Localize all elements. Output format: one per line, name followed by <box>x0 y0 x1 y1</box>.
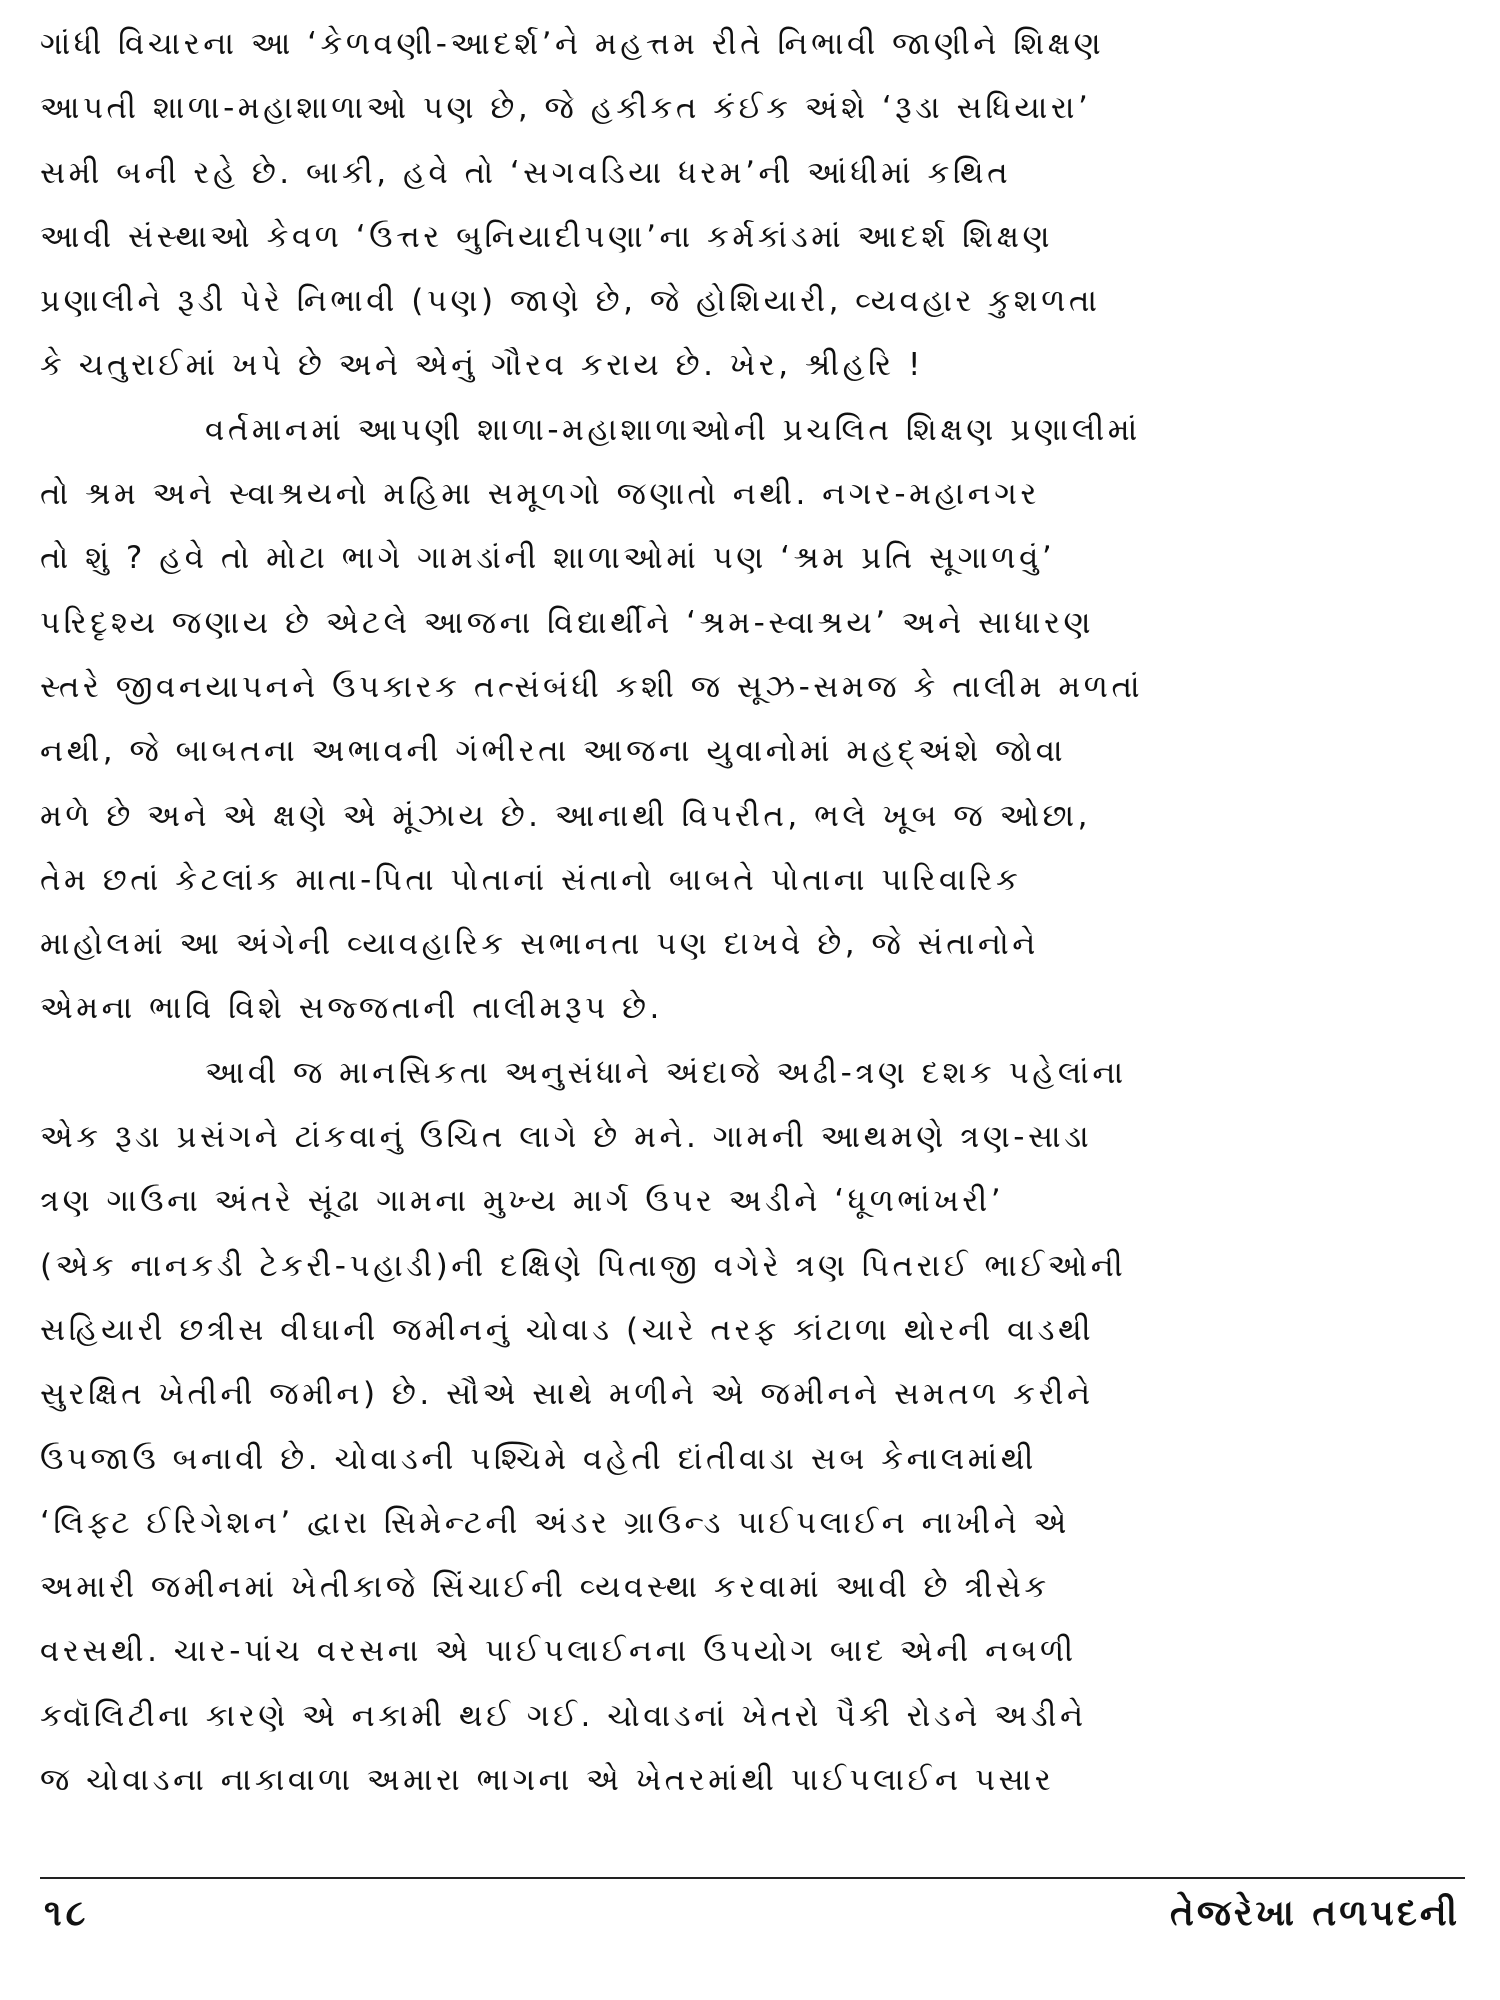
text-line: કે ચતુરાઈમાં ખપે છે અને એનું ગૌરવ કરાય છે. ખેર, શ્રીહરિ ! <box>40 347 924 384</box>
page-number: ૧૮ <box>44 1893 90 1934</box>
text-line: પ્રણાલીને રૂડી પેરે નિભાવી (પણ) જાણે છે, જે હોશિયારી, વ્યવહાર કુશળતા <box>40 283 1101 320</box>
text-line: તો શું ? હવે તો મોટા ભાગે ગામડાંની શાળાઓમાં પણ ‘શ્રમ પ્રતિ સૂગાળવું’ <box>40 540 1056 577</box>
text-line: એમના ભાવિ વિશે સજ્જતાની તાલીમરૂપ છે. <box>40 990 663 1027</box>
text-line: મળે છે અને એ ક્ષણે એ મૂંઝાય છે. આનાથી વિપરીત, ભલે ખૂબ જ ઓછા, <box>40 797 1091 834</box>
text-line: અમારી જમીનમાં ખેતીકાજે સિંચાઈની વ્યવસ્થા કરવામાં આવી છે ત્રીસેક <box>40 1569 1050 1606</box>
text-line: નથી, જે બાબતના અભાવની ગંભીરતા આજના યુવાનોમાં મહદ્અંશે જોવા <box>40 733 1067 770</box>
text-line: ગાંધી વિચારના આ ‘કેળવણી-આદર્શ’ને મહત્તમ રીતે નિભાવી જાણીને શિક્ષણ <box>40 26 1105 62</box>
text-line: તો શ્રમ અને સ્વાશ્રયનો મહિમા સમૂળગો જણાતો નથી. નગર-મહાનગર <box>40 476 1040 513</box>
text-line: તેમ છતાં કેટલાંક માતા-પિતા પોતાનાં સંતાનો બાબતે પોતાના પારિવારિક <box>40 861 1022 898</box>
text-line: સમી બની રહે છે. બાકી, હવે તો ‘સગવડિયા ધરમ’ની આંધીમાં કથિત <box>40 154 1012 191</box>
text-line: સુરક્ષિત ખેતીની જમીન) છે. સૌએ સાથે મળીને એ જમીનને સમતળ કરીને <box>40 1376 1094 1413</box>
text-line: આપતી શાળા-મહાશાળાઓ પણ છે, જે હકીકત કંઈક અંશે ‘રૂડા સધિયારા’ <box>40 90 1092 127</box>
text-line: (એક નાનકડી ટેકરી-પહાડી)ની દક્ષિણે પિતાજી વગેરે ત્રણ પિતરાઈ ભાઈઓની <box>40 1247 1127 1284</box>
text-line: સહિયારી છત્રીસ વીઘાની જમીનનું ચોવાડ (ચારે તરફ કાંટાળા થોરની વાડથી <box>40 1311 1095 1348</box>
text-line: માહોલમાં આ અંગેની વ્યાવહારિક સભાનતા પણ દાખવે છે, જે સંતાનોને <box>40 926 1039 963</box>
text-line: ત્રણ ગાઉના અંતરે સૂંઢા ગામના મુખ્ય માર્ગ ઉપર અડીને ‘ધૂળભાંખરી’ <box>40 1183 1005 1220</box>
text-line: સ્તરે જીવનયાપનને ઉપકારક તત્સંબંધી કશી જ સૂઝ-સમજ કે તાલીમ મળતાં <box>40 668 1144 705</box>
text-line: ક્વૉલિટીના કારણે એ નકામી થઈ ગઈ. ચોવાડનાં ખેતરો પૈકી રોડને અડીને <box>40 1697 1087 1734</box>
text-line: આવી જ માનસિકતા અનુસંધાને અંદાજે અઢી-ત્રણ દશક પહેલાંના <box>205 1054 1127 1091</box>
text-line: ‘લિફ્ટ ઈરિગેશન’ દ્વારા સિમેન્ટની અંડર ગ્રાઉન્ડ પાઈપલાઈન નાખીને એ <box>40 1504 1070 1541</box>
body-text <box>40 12 1460 1812</box>
footer-rule <box>40 1877 1465 1879</box>
text-line: એક રૂડા પ્રસંગને ટાંકવાનું ઉચિત લાગે છે મને. ગામની આથમણે ત્રણ-સાડા <box>40 1119 1093 1156</box>
text-line: ઉપજાઉ બનાવી છે. ચોવાડની પશ્ચિમે વહેતી દાંતીવાડા સબ કેનાલમાંથી <box>40 1440 1037 1477</box>
text-line: આવી સંસ્થાઓ કેવળ ‘ઉત્તર બુનિયાદીપણા’ના કર્મકાંડમાં આદર્શ શિક્ષણ <box>40 218 1054 255</box>
book-title: તેજરેખા તળપદની <box>1169 1893 1460 1934</box>
text-line: જ ચોવાડના નાકાવાળા અમારા ભાગના એ ખેતરમાંથી પાઈપલાઈન પસાર <box>40 1762 1055 1799</box>
text-line: પરિદૃશ્ય જણાય છે એટલે આજના વિદ્યાર્થીને ‘શ્રમ-સ્વાશ્રય’ અને સાધારણ <box>40 604 1095 641</box>
text-line: વરસથી. ચાર-પાંચ વરસના એ પાઈપલાઈનના ઉપયોગ બાદ એની નબળી <box>40 1633 1077 1670</box>
text-line: વર્તમાનમાં આપણી શાળા-મહાશાળાઓની પ્રચલિત શિક્ષણ પ્રણાલીમાં <box>205 411 1141 448</box>
